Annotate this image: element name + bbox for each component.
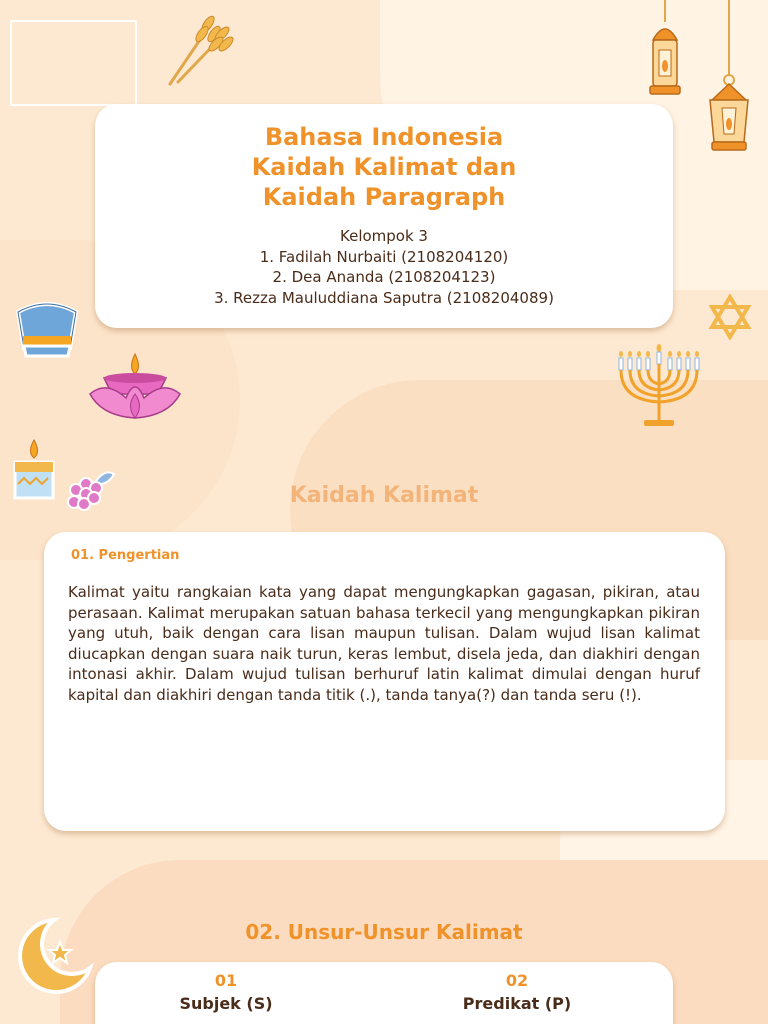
title-line: Kaidah Paragraph <box>262 183 506 211</box>
presentation-title <box>95 104 673 212</box>
star-of-david-icon <box>708 294 752 340</box>
hat-icon <box>14 296 80 366</box>
section-heading-unsur-kalimat: 02. Unsur-Unsur Kalimat <box>245 920 523 944</box>
unsur-number: 01 <box>214 971 238 990</box>
unsur-name: Predikat (P) <box>462 994 572 1013</box>
member-item: 3. Rezza Mauluddiana Saputra (2108204089) <box>214 288 554 307</box>
group-members <box>95 226 673 308</box>
unsur-item-predikat <box>417 970 617 1016</box>
title-line: Kaidah Kalimat dan <box>251 153 517 181</box>
wheat-icon <box>162 4 238 88</box>
title-line: Bahasa Indonesia <box>264 123 504 151</box>
unsur-number: 02 <box>505 971 529 990</box>
pengertian-card <box>44 532 725 831</box>
pengertian-label: 01. Pengertian <box>71 548 180 563</box>
empty-image-frame <box>10 20 137 106</box>
lantern-icon <box>704 0 754 158</box>
diya-lamp-icon <box>86 350 184 424</box>
group-name: Kelompok 3 <box>340 227 428 245</box>
menorah-icon <box>614 344 704 430</box>
member-item: 2. Dea Ananda (2108204123) <box>272 268 496 286</box>
unsur-item-subjek <box>126 970 326 1016</box>
member-item: 1. Fadilah Nurbaiti (2108204120) <box>259 247 509 266</box>
unsur-card <box>95 962 673 1024</box>
section-heading-kaidah-kalimat: Kaidah Kalimat <box>289 483 479 508</box>
pengertian-text: Kalimat yaitu rangkaian kata yang dapat mengungkapkan gagasan, pikiran, atau perasaan. Kalimat merupakan satuan bahasa terkecil yang mengungkapkan pikiran yang utuh, baik dengan cara lisan maupun tulisan. Dalam wujud lisan kalimat diucapkan dengan suara naik turun, keras lembut, disela jeda, dan diakhiri dengan intonasi akhir. Dalam wujud tulisan berhuruf latin kalimat dimulai dengan huruf kapital dan diakhiri dengan tanda titik (.), tanda tanya(?) dan tanda seru (!). <box>68 583 700 704</box>
unsur-name: Subjek (S) <box>179 994 273 1013</box>
lantern-icon <box>645 0 685 100</box>
title-card <box>95 104 673 328</box>
